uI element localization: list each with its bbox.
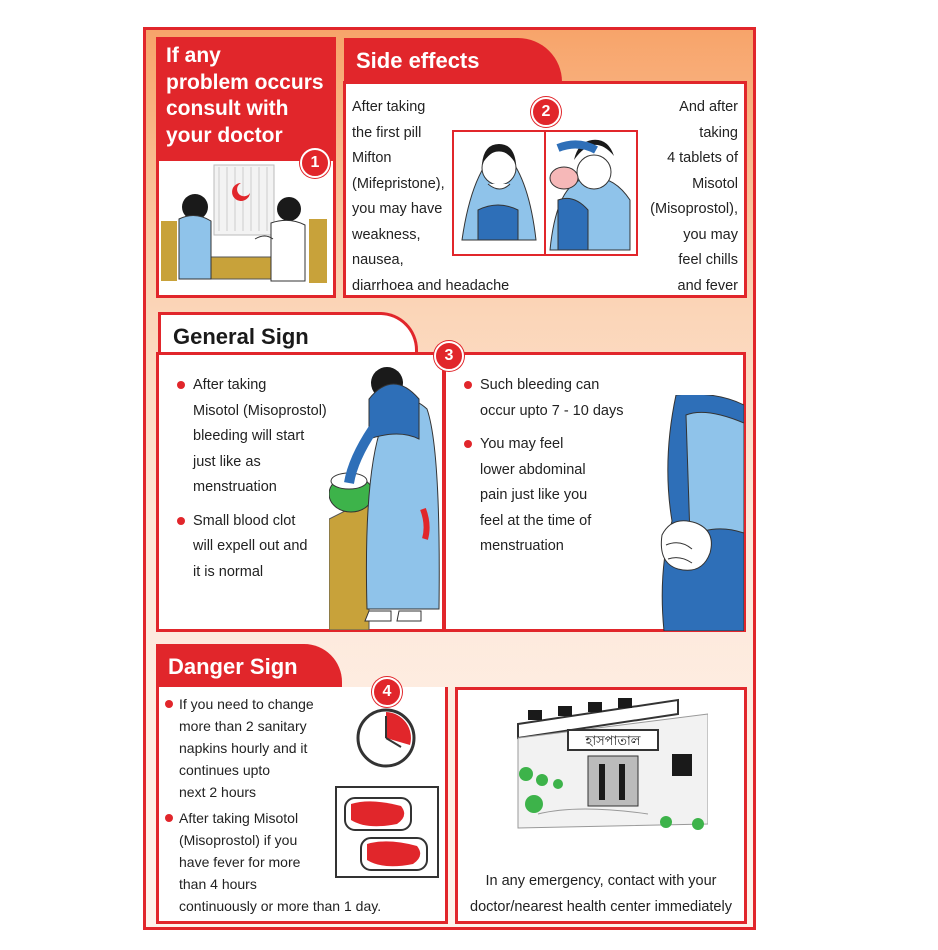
- bullet-dot: [165, 814, 173, 822]
- bullet-dot: [464, 381, 472, 389]
- side-effects-right-text: And after taking 4 tablets of Misotol (Misoprostol), you may feel chills and fever: [650, 99, 738, 294]
- hospital-sign-text: হাসপাতাল: [585, 734, 641, 749]
- general-sign-title: General Sign: [173, 324, 309, 349]
- step-badge-2: 2: [531, 97, 561, 127]
- general-sign-right-panel: [443, 352, 746, 632]
- poster: [143, 27, 756, 930]
- general-bullet-clot: Small blood clot will expell out and it is normal: [175, 509, 335, 586]
- side-effects-left-text: After taking the first pill Mifton (Mifepristone), you may have weakness, nausea, diarrhoea and headache: [352, 99, 510, 294]
- abdominal-pain-illustration: [646, 395, 744, 631]
- step-badge-1: 1: [300, 148, 330, 178]
- doctor-heading: If any problem occurs consult with your doctor: [166, 44, 324, 147]
- doctor-illustration-panel: [156, 161, 336, 298]
- general-left-bullets: [175, 373, 335, 585]
- doctor-heading-box: [156, 37, 336, 161]
- sanitary-napkins-icon: [335, 786, 439, 878]
- emergency-text: In any emergency, contact with your doctor/nearest health center immediately: [470, 873, 732, 915]
- danger-bullet-napkins: If you need to change more than 2 sanitary napkins hourly and it continues upto next 2 hours: [163, 693, 353, 803]
- bullet-dot: [177, 517, 185, 525]
- general-right-bullets: [462, 373, 642, 560]
- side-effects-tab: [344, 38, 562, 83]
- clock-icon: [355, 707, 417, 769]
- nausea-illustration: [452, 130, 546, 256]
- general-bullet-pain: You may feel lower abdominal pain just like you feel at the time of menstruation: [462, 432, 642, 560]
- general-bullet-duration: Such bleeding can occur upto 7 - 10 days: [462, 373, 642, 424]
- fever-illustration: [544, 130, 638, 256]
- danger-bullet-fever: After taking Misotol (Misoprostol) if you have fever for more than 4 hours continuously or more than 1 day.: [163, 807, 449, 917]
- bullet-dot: [165, 700, 173, 708]
- side-effects-title: Side effects: [356, 48, 480, 73]
- bullet-dot: [464, 440, 472, 448]
- danger-sign-left-panel: [156, 687, 448, 924]
- step-badge-4: 4: [372, 677, 402, 707]
- danger-sign-tab: [156, 644, 342, 689]
- general-bullet-bleeding: After taking Misotol (Misoprostol) bleeding will start just like as menstruation: [175, 373, 335, 501]
- general-sign-left-panel: [156, 352, 445, 632]
- woman-washing-illustration: [329, 359, 443, 630]
- step-badge-3: 3: [434, 341, 464, 371]
- bullet-dot: [177, 381, 185, 389]
- hospital-illustration: [498, 694, 708, 844]
- danger-bullets: [163, 693, 382, 917]
- emergency-panel: [455, 687, 747, 924]
- general-sign-tab: [158, 312, 418, 355]
- doctor-consult-illustration: [159, 161, 333, 295]
- danger-sign-title: Danger Sign: [168, 654, 298, 679]
